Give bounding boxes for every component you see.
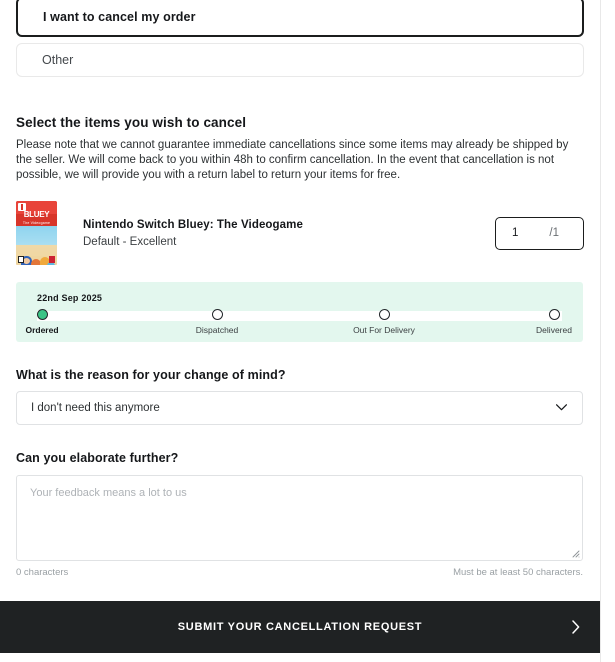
feedback-meta	[16, 567, 583, 578]
reason-field-label: What is the reason for your change of mind?	[16, 368, 286, 382]
quantity-max: /1	[549, 227, 559, 239]
timeline-step-label: Ordered	[25, 325, 59, 335]
product-variant: Default - Excellent	[83, 235, 177, 248]
timeline-dot-icon	[212, 309, 223, 320]
reason-option-label: I want to cancel my order	[43, 10, 196, 24]
age-rating-badge	[18, 256, 24, 263]
feedback-textarea[interactable]	[16, 475, 583, 561]
submit-cancellation-button[interactable]	[0, 601, 600, 653]
chevron-right-icon	[572, 620, 580, 634]
timeline-track	[37, 311, 562, 321]
timeline-dot-icon	[37, 309, 48, 320]
thumbnail-title	[16, 210, 57, 226]
character-count: 0 characters	[16, 567, 69, 578]
product-info	[83, 219, 303, 248]
panel-divider	[600, 0, 601, 662]
order-status-timeline	[16, 282, 583, 342]
thumbnail-title-main: BLUEY	[23, 210, 50, 219]
reason-option-other[interactable]	[16, 43, 584, 77]
product-thumbnail	[16, 201, 57, 265]
quantity-stepper[interactable]	[495, 217, 584, 250]
chevron-down-icon	[556, 404, 567, 411]
timeline-dot-icon	[379, 309, 390, 320]
submit-button-label: SUBMIT YOUR CANCELLATION REQUEST	[177, 621, 423, 633]
quantity-value: 1	[512, 227, 519, 239]
resize-handle[interactable]	[571, 549, 580, 558]
timeline-date: 22nd Sep 2025	[37, 293, 103, 303]
thumbnail-subtitle: The Videogame	[22, 221, 51, 225]
timeline-dot-icon	[549, 309, 560, 320]
timeline-step-label: Out For Delivery	[353, 325, 415, 335]
timeline-step-label: Dispatched	[195, 325, 239, 335]
product-row	[16, 201, 584, 265]
character-requirement: Must be at least 50 characters.	[453, 567, 583, 578]
reason-select-value: I don't need this anymore	[31, 402, 160, 414]
section-title-select-items: Select the items you wish to cancel	[16, 115, 247, 130]
publisher-badge	[49, 256, 55, 263]
elaborate-field-label: Can you elaborate further?	[16, 451, 179, 465]
section-note-cancellation: Please note that we cannot guarantee immediate cancellations since some items may already be shipped by the seller. We will come back to you within 48h to confirm cancellation. In the event that cancellation is not possible, we will provide you with a return label to return your items for free.	[16, 139, 569, 181]
reason-select[interactable]	[16, 391, 583, 425]
feedback-placeholder: Your feedback means a lot to us	[30, 487, 187, 499]
timeline-step-label: Delivered	[536, 325, 572, 335]
reason-option-label: Other	[42, 53, 74, 67]
thumbnail-artwork	[16, 226, 57, 265]
reason-option-cancel-order[interactable]	[16, 0, 584, 37]
product-name: Nintendo Switch Bluey: The Videogame	[83, 218, 303, 231]
